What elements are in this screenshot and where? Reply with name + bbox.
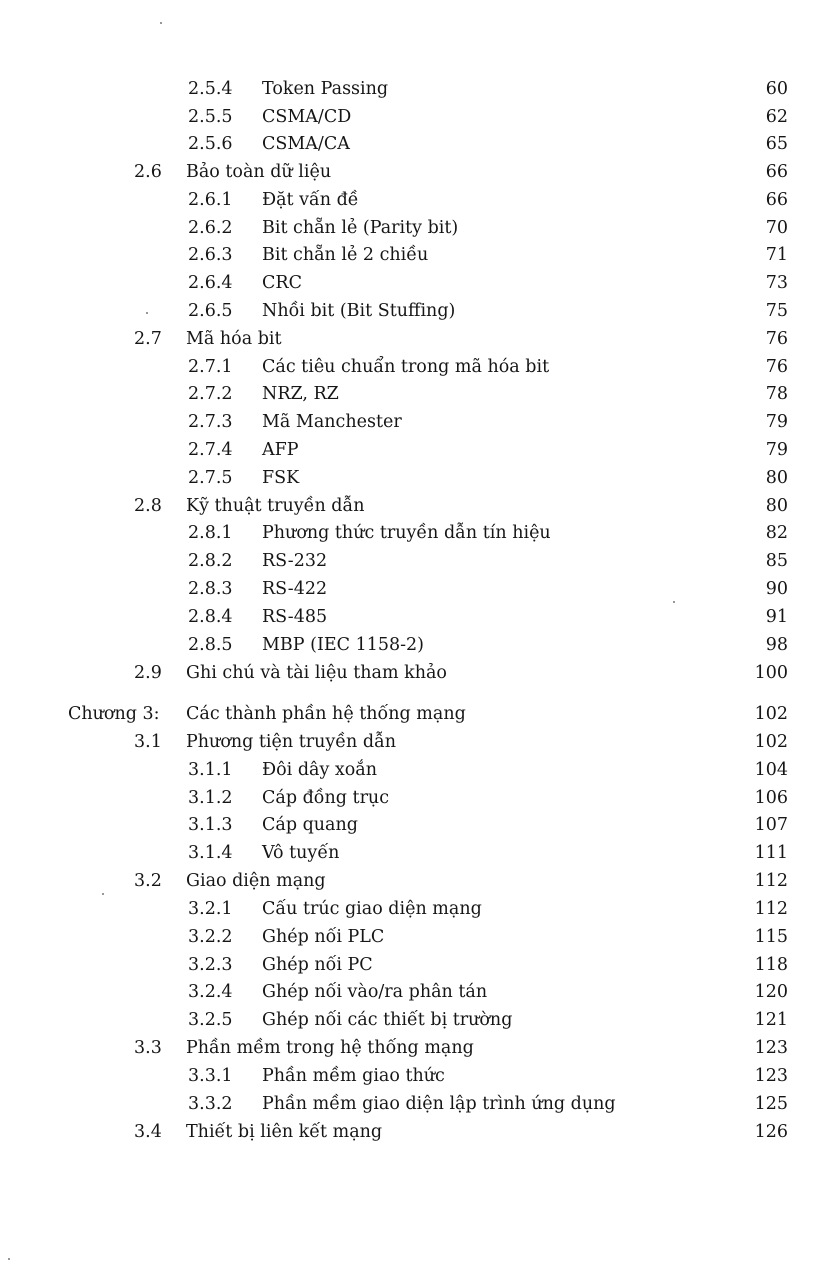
entry-page: 91 bbox=[765, 607, 788, 627]
entry-title: MBP (IEC 1158-2) bbox=[262, 635, 424, 655]
entry-title: Đặt vấn đề bbox=[262, 190, 359, 210]
toc-entry bbox=[0, 326, 820, 352]
entry-number: 3.3.2 bbox=[188, 1094, 233, 1114]
entry-number: 2.7.4 bbox=[188, 440, 233, 460]
entry-page: 78 bbox=[765, 384, 788, 404]
entry-number: 2.8.1 bbox=[188, 523, 233, 543]
entry-number: 2.6.2 bbox=[188, 218, 233, 238]
entry-title: Cáp đồng trục bbox=[262, 788, 390, 808]
entry-title: AFP bbox=[262, 440, 299, 460]
entry-number: 2.8.3 bbox=[188, 579, 233, 599]
entry-number: 2.8.4 bbox=[188, 607, 233, 627]
entry-page: 75 bbox=[765, 301, 788, 321]
entry-number: 2.6.3 bbox=[188, 245, 233, 265]
toc-entry bbox=[0, 409, 820, 435]
entry-page: 80 bbox=[765, 496, 788, 516]
toc-entry bbox=[0, 924, 820, 950]
entry-title: CSMA/CD bbox=[262, 107, 352, 127]
entry-page: 79 bbox=[765, 412, 788, 432]
entry-page: 100 bbox=[754, 663, 788, 683]
entry-page: 79 bbox=[765, 440, 788, 460]
entry-title: RS-485 bbox=[262, 607, 328, 627]
entry-page: 102 bbox=[754, 732, 788, 752]
toc-entry bbox=[0, 1063, 820, 1089]
entry-number: 2.8.2 bbox=[188, 551, 233, 571]
entry-title: Ghi chú và tài liệu tham khảo bbox=[186, 663, 447, 683]
entry-number: 2.7.3 bbox=[188, 412, 233, 432]
entry-title: Phương thức truyền dẫn tín hiệu bbox=[262, 523, 551, 543]
toc-entry bbox=[0, 520, 820, 546]
entry-number: 2.8.5 bbox=[188, 635, 233, 655]
chapter-title: Các thành phần hệ thống mạng bbox=[186, 704, 466, 724]
toc-entry bbox=[0, 104, 820, 130]
entry-number: 2.5.6 bbox=[188, 134, 233, 154]
entry-page: 76 bbox=[765, 329, 788, 349]
entry-title: Phần mềm trong hệ thống mạng bbox=[186, 1038, 474, 1058]
toc-entry bbox=[0, 242, 820, 268]
entry-number: 3.2.4 bbox=[188, 982, 233, 1002]
entry-number: 3.1.1 bbox=[188, 760, 233, 780]
entry-number: 3.4 bbox=[134, 1122, 162, 1142]
entry-title: Phương tiện truyền dẫn bbox=[186, 732, 397, 752]
entry-number: 3.2.5 bbox=[188, 1010, 233, 1030]
entry-title: Mã Manchester bbox=[262, 412, 402, 432]
toc-entry bbox=[0, 131, 820, 157]
entry-title: FSK bbox=[262, 468, 300, 488]
toc-entry bbox=[0, 868, 820, 894]
entry-page: 90 bbox=[765, 579, 788, 599]
entry-page: 120 bbox=[754, 982, 788, 1002]
toc-entry bbox=[0, 604, 820, 630]
entry-number: 3.1.2 bbox=[188, 788, 233, 808]
entry-page: 102 bbox=[754, 704, 788, 724]
toc-entry bbox=[0, 840, 820, 866]
toc-entry bbox=[0, 1007, 820, 1033]
entry-page: 60 bbox=[765, 79, 788, 99]
entry-title: Cấu trúc giao diện mạng bbox=[262, 899, 482, 919]
toc-entry bbox=[0, 215, 820, 241]
entry-number: 2.6 bbox=[134, 162, 162, 182]
entry-page: 62 bbox=[765, 107, 788, 127]
entry-title: Ghép nối các thiết bị trường bbox=[262, 1010, 513, 1030]
entry-title: NRZ, RZ bbox=[262, 384, 339, 404]
entry-page: 98 bbox=[765, 635, 788, 655]
scan-speck bbox=[8, 1258, 10, 1260]
entry-page: 118 bbox=[754, 955, 788, 975]
entry-title: Bảo toàn dữ liệu bbox=[186, 162, 332, 182]
entry-page: 123 bbox=[754, 1066, 788, 1086]
entry-title: Các tiêu chuẩn trong mã hóa bit bbox=[262, 357, 550, 377]
entry-page: 70 bbox=[765, 218, 788, 238]
entry-page: 123 bbox=[754, 1038, 788, 1058]
entry-title: Phần mềm giao thức bbox=[262, 1066, 445, 1086]
entry-number: 2.5.5 bbox=[188, 107, 233, 127]
entry-title: Kỹ thuật truyền dẫn bbox=[186, 496, 365, 516]
entry-number: 2.7.5 bbox=[188, 468, 233, 488]
entry-page: 111 bbox=[754, 843, 788, 863]
entry-number: 3.3 bbox=[134, 1038, 162, 1058]
toc-entry bbox=[0, 729, 820, 755]
entry-title: Token Passing bbox=[262, 79, 389, 99]
entry-page: 85 bbox=[765, 551, 788, 571]
entry-number: 2.7.1 bbox=[188, 357, 233, 377]
scan-speck bbox=[102, 893, 104, 895]
entry-page: 65 bbox=[765, 134, 788, 154]
entry-page: 66 bbox=[765, 162, 788, 182]
scan-speck bbox=[146, 312, 148, 314]
entry-page: 76 bbox=[765, 357, 788, 377]
toc-entry bbox=[0, 76, 820, 102]
toc-entry bbox=[0, 812, 820, 838]
entry-page: 73 bbox=[765, 273, 788, 293]
entry-page: 80 bbox=[765, 468, 788, 488]
entry-title: Bit chẵn lẻ 2 chiều bbox=[262, 245, 429, 265]
entry-number: 3.3.1 bbox=[188, 1066, 233, 1086]
toc-entry bbox=[0, 660, 820, 686]
entry-number: 2.6.1 bbox=[188, 190, 233, 210]
toc-entry bbox=[0, 548, 820, 574]
entry-page: 71 bbox=[765, 245, 788, 265]
toc-entry bbox=[0, 354, 820, 380]
entry-title: Vô tuyến bbox=[262, 843, 340, 863]
entry-number: 3.1.3 bbox=[188, 815, 233, 835]
entry-number: 2.6.4 bbox=[188, 273, 233, 293]
entry-number: 3.2.2 bbox=[188, 927, 233, 947]
entry-page: 121 bbox=[754, 1010, 788, 1030]
toc-entry bbox=[0, 159, 820, 185]
entry-number: 2.9 bbox=[134, 663, 162, 683]
toc-entry bbox=[0, 465, 820, 491]
entry-title: Thiết bị liên kết mạng bbox=[186, 1122, 383, 1142]
entry-title: Mã hóa bit bbox=[186, 329, 282, 349]
entry-number: 3.2.3 bbox=[188, 955, 233, 975]
toc-entry bbox=[0, 493, 820, 519]
entry-title: RS-422 bbox=[262, 579, 328, 599]
entry-number: 3.1.4 bbox=[188, 843, 233, 863]
toc-entry bbox=[0, 1119, 820, 1145]
entry-page: 115 bbox=[754, 927, 788, 947]
entry-title: Cáp quang bbox=[262, 815, 358, 835]
entry-title: CSMA/CA bbox=[262, 134, 350, 154]
toc-chapter-entry bbox=[0, 701, 820, 727]
entry-number: 3.1 bbox=[134, 732, 162, 752]
toc-entry bbox=[0, 979, 820, 1005]
entry-page: 112 bbox=[754, 899, 788, 919]
entry-page: 66 bbox=[765, 190, 788, 210]
entry-number: 3.2 bbox=[134, 871, 162, 891]
toc-entry bbox=[0, 576, 820, 602]
toc-entry bbox=[0, 437, 820, 463]
toc-entry bbox=[0, 298, 820, 324]
toc-entry bbox=[0, 952, 820, 978]
chapter-number: Chương 3: bbox=[68, 704, 160, 724]
entry-title: Nhồi bit (Bit Stuffing) bbox=[262, 301, 456, 321]
toc-entry bbox=[0, 896, 820, 922]
entry-page: 104 bbox=[754, 760, 788, 780]
entry-title: Phần mềm giao diện lập trình ứng dụng bbox=[262, 1094, 616, 1114]
toc-entry bbox=[0, 270, 820, 296]
entry-title: Đôi dây xoắn bbox=[262, 760, 378, 780]
scan-speck bbox=[673, 601, 675, 603]
toc-entry bbox=[0, 785, 820, 811]
entry-number: 2.6.5 bbox=[188, 301, 233, 321]
toc-entry bbox=[0, 1035, 820, 1061]
entry-page: 126 bbox=[754, 1122, 788, 1142]
entry-page: 106 bbox=[754, 788, 788, 808]
entry-number: 2.7 bbox=[134, 329, 162, 349]
toc-entry bbox=[0, 187, 820, 213]
toc-entry bbox=[0, 757, 820, 783]
toc-entry bbox=[0, 381, 820, 407]
toc-entry bbox=[0, 632, 820, 658]
scan-speck bbox=[160, 22, 162, 24]
entry-title: CRC bbox=[262, 273, 302, 293]
toc-entry bbox=[0, 1091, 820, 1117]
entry-number: 2.8 bbox=[134, 496, 162, 516]
entry-title: Ghép nối PC bbox=[262, 955, 373, 975]
entry-title: Ghép nối PLC bbox=[262, 927, 385, 947]
entry-page: 112 bbox=[754, 871, 788, 891]
entry-title: Bit chẵn lẻ (Parity bit) bbox=[262, 218, 459, 238]
entry-page: 82 bbox=[765, 523, 788, 543]
entry-number: 2.7.2 bbox=[188, 384, 233, 404]
entry-page: 125 bbox=[754, 1094, 788, 1114]
entry-title: Ghép nối vào/ra phân tán bbox=[262, 982, 488, 1002]
entry-page: 107 bbox=[754, 815, 788, 835]
entry-number: 2.5.4 bbox=[188, 79, 233, 99]
entry-number: 3.2.1 bbox=[188, 899, 233, 919]
entry-title: Giao diện mạng bbox=[186, 871, 326, 891]
entry-title: RS-232 bbox=[262, 551, 328, 571]
